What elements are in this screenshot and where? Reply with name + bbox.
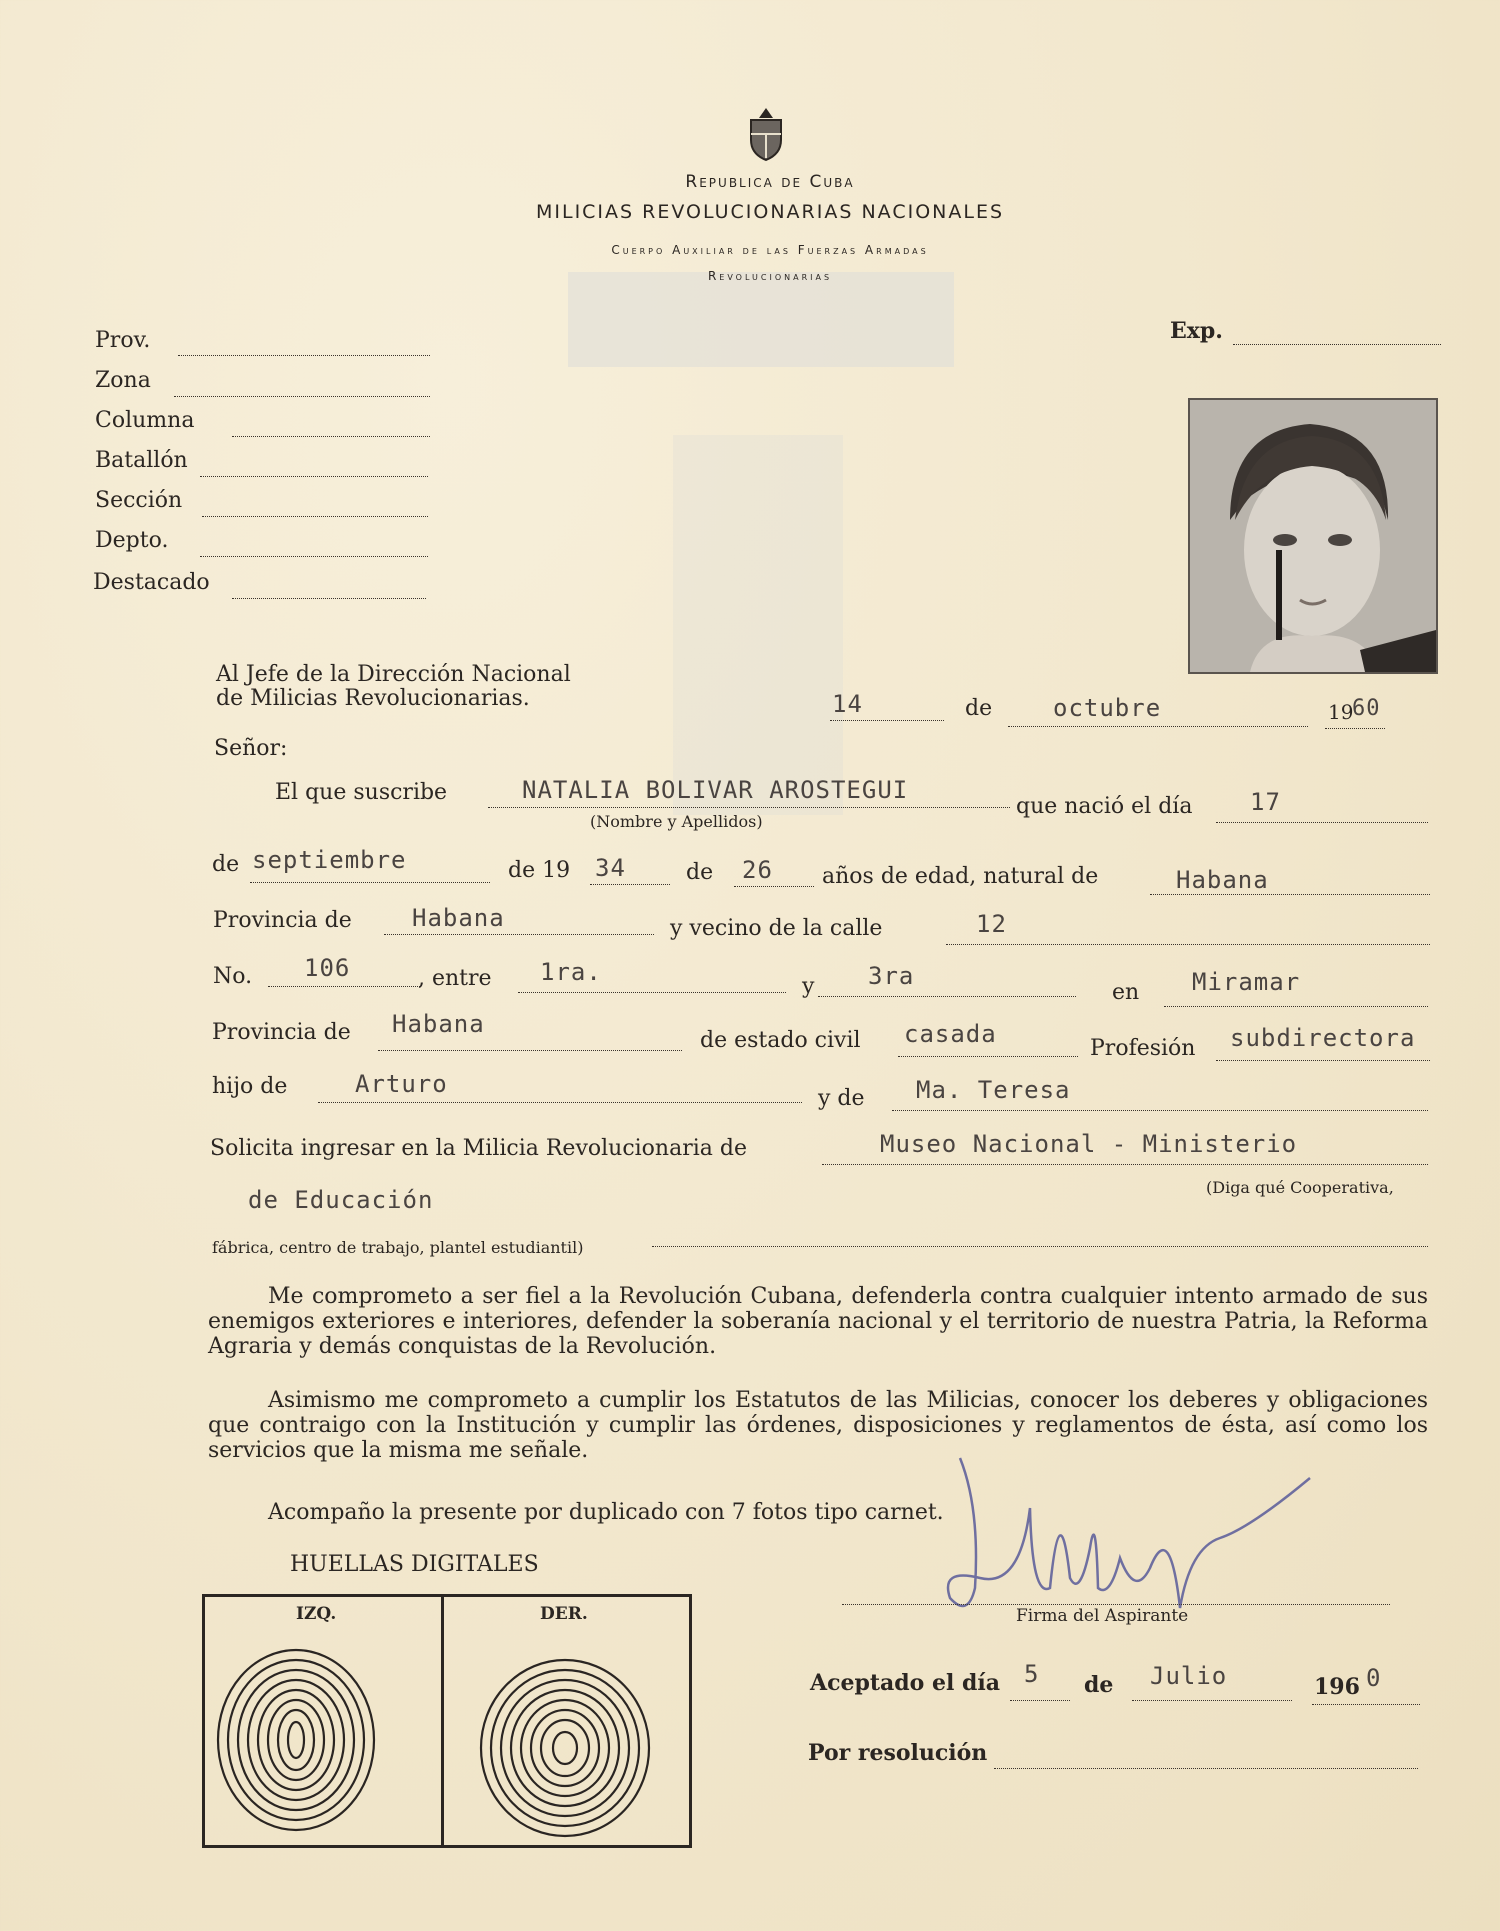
y-value: 3ra <box>868 962 915 990</box>
natural-value: Habana <box>1176 866 1269 894</box>
acceptance-month: Julio <box>1150 1662 1228 1690</box>
applicant-name-line[interactable] <box>488 807 1010 808</box>
no-value: 106 <box>304 954 351 982</box>
header-cuerpo: Cuerpo Auxiliar de las Fuerzas Armadas <box>611 243 929 257</box>
age-line[interactable] <box>734 886 814 887</box>
age-de-label: de <box>686 860 714 885</box>
field-columna-label: Columna <box>95 408 195 433</box>
padre-value: Arturo <box>355 1070 448 1098</box>
calle-label: y vecino de la calle <box>670 916 883 941</box>
provincia-label: Provincia de <box>213 908 352 933</box>
padre-line[interactable] <box>318 1102 802 1103</box>
en-label: en <box>1112 980 1140 1005</box>
field-prov-label: Prov. <box>95 328 151 353</box>
exp-line[interactable] <box>1233 344 1441 345</box>
profesion-value: subdirectora <box>1230 1024 1416 1052</box>
madre-line[interactable] <box>892 1110 1428 1111</box>
field-depto-line[interactable] <box>200 556 428 557</box>
coat-of-arms-seal <box>743 106 789 162</box>
pledge-paragraph-2: Asimismo me comprometo a cumplir los Estatutos de las Milicias, conocer los deberes y obligaciones que contraigo con la Institución y cumplir las órdenes, disposiciones y reglamentos de ésta, así como los servicios que la misma me señale. <box>208 1388 1428 1463</box>
birth-day-line[interactable] <box>1216 822 1428 823</box>
field-zona-label: Zona <box>95 368 151 393</box>
field-depto-label: Depto. <box>95 528 169 553</box>
field-batallon-line[interactable] <box>200 476 428 477</box>
pledge-paragraph-3: Acompaño la presente por duplicado con 7 fotos tipo carnet. <box>268 1500 944 1525</box>
yde-label: y de <box>818 1086 865 1111</box>
applicant-signature <box>920 1448 1320 1628</box>
civil-value: casada <box>904 1020 997 1048</box>
calle-value: 12 <box>976 910 1007 938</box>
acceptance-year-line[interactable] <box>1312 1704 1420 1705</box>
signature-caption: Firma del Aspirante <box>1016 1606 1189 1626</box>
name-caption: (Nombre y Apellidos) <box>590 812 763 831</box>
natural-label: años de edad, natural de <box>822 864 1099 889</box>
birth-day: 17 <box>1250 788 1281 816</box>
entre-line[interactable] <box>518 992 786 993</box>
acceptance-year-suffix: 0 <box>1366 1664 1382 1692</box>
acceptance-day: 5 <box>1024 1660 1040 1688</box>
birth-month: septiembre <box>252 846 407 874</box>
date-day-line[interactable] <box>830 720 944 721</box>
field-seccion-line[interactable] <box>202 516 428 517</box>
date-year-prefix: 19 <box>1328 700 1354 724</box>
profesion-line[interactable] <box>1216 1060 1430 1061</box>
civil-line[interactable] <box>898 1056 1078 1057</box>
fingerprint-left-label: IZQ. <box>296 1604 337 1624</box>
nacio-label: que nació el día <box>1016 794 1193 819</box>
field-zona-line[interactable] <box>174 396 430 397</box>
profesion-label: Profesión <box>1090 1036 1196 1061</box>
date-de-label: de <box>965 696 993 721</box>
fingerprint-left-image <box>208 1636 384 1836</box>
header-milicias: MILICIAS REVOLUCIONARIAS NACIONALES <box>535 201 1005 223</box>
provincia-line[interactable] <box>384 934 654 935</box>
y-line[interactable] <box>818 996 1076 997</box>
birth-year-label: de 19 <box>508 858 571 883</box>
provincia2-label: Provincia de <box>212 1020 351 1045</box>
civil-label: de estado civil <box>700 1028 861 1053</box>
birth-de-label: de <box>212 852 240 877</box>
date-month-line[interactable] <box>1008 726 1308 727</box>
madre-value: Ma. Teresa <box>916 1076 1071 1104</box>
acceptance-month-line[interactable] <box>1132 1700 1292 1701</box>
resolucion-line[interactable] <box>994 1768 1418 1769</box>
unidad-caption1: (Diga qué Cooperativa, <box>1206 1178 1394 1197</box>
resolucion-label: Por resolución <box>808 1740 988 1766</box>
unidad-caption2: fábrica, centro de trabajo, plantel estudiantil) <box>212 1238 584 1257</box>
birth-year-line[interactable] <box>590 884 670 885</box>
unidad-line1-rule[interactable] <box>822 1164 1428 1165</box>
en-line[interactable] <box>1164 1006 1428 1007</box>
no-line[interactable] <box>268 986 420 987</box>
date-month: octubre <box>1053 694 1162 722</box>
fingerprint-right-label: DER. <box>540 1604 588 1624</box>
hijo-label: hijo de <box>212 1074 288 1099</box>
acceptance-de-label: de <box>1084 1672 1114 1698</box>
field-prov-line[interactable] <box>178 355 430 356</box>
signature-line[interactable] <box>842 1604 1390 1605</box>
applicant-photo <box>1188 398 1438 674</box>
applicant-name: NATALIA BOLIVAR AROSTEGUI <box>522 776 909 804</box>
scan-shade-top <box>568 272 954 367</box>
unidad-line2-rule[interactable] <box>652 1246 1428 1247</box>
provincia-value: Habana <box>412 904 505 932</box>
addressee-line2: de Milicias Revolucionarias. <box>216 686 530 711</box>
provincia2-line[interactable] <box>378 1050 682 1051</box>
no-label: No. <box>213 964 253 989</box>
birth-month-line[interactable] <box>250 882 490 883</box>
acceptance-label: Aceptado el día <box>810 1670 1000 1696</box>
fingerprints-title: HUELLAS DIGITALES <box>290 1552 539 1577</box>
salutation: Señor: <box>214 736 288 761</box>
natural-line[interactable] <box>1150 894 1430 895</box>
fingerprint-divider <box>441 1594 444 1845</box>
calle-line[interactable] <box>946 944 1430 945</box>
field-seccion-label: Sección <box>95 488 183 513</box>
field-destacado-label: Destacado <box>93 570 210 595</box>
y-label: y <box>802 974 815 999</box>
entre-label: , entre <box>418 966 492 991</box>
field-columna-line[interactable] <box>232 436 430 437</box>
unidad-line1: Museo Nacional - Ministerio <box>880 1130 1298 1158</box>
date-year-suffix: 60 <box>1352 696 1381 721</box>
birth-year: 34 <box>595 854 626 882</box>
suscribe-label: El que suscribe <box>275 780 448 805</box>
field-batallon-label: Batallón <box>95 448 188 473</box>
scan-shade-center <box>673 435 843 815</box>
header-revolucionarias: Revolucionarias <box>707 269 833 283</box>
provincia2-value: Habana <box>392 1010 485 1038</box>
acceptance-day-line[interactable] <box>1010 1700 1070 1701</box>
en-value: Miramar <box>1192 968 1301 996</box>
acceptance-year-prefix: 196 <box>1314 1674 1360 1700</box>
field-destacado-line[interactable] <box>232 598 426 599</box>
header-republica: Republica de Cuba <box>685 172 855 192</box>
portrait-image <box>1190 400 1436 672</box>
unidad-line2: de Educación <box>248 1186 434 1214</box>
pledge-paragraph-1: Me comprometo a ser fiel a la Revolución Cubana, defenderla contra cualquier intento armado de sus enemigos exteriores e interiores, defender la soberanía nacional y el territorio de nuestra Patria, la Reforma Agraria y demás conquistas de la Revolución. <box>208 1284 1428 1359</box>
age: 26 <box>742 856 773 884</box>
entre-value: 1ra. <box>540 958 602 986</box>
date-year-line[interactable] <box>1325 728 1385 729</box>
fingerprint-right-image <box>472 1650 658 1846</box>
date-day: 14 <box>832 690 863 718</box>
solicita-label: Solicita ingresar en la Milicia Revolucionaria de <box>210 1136 747 1161</box>
addressee-line1: Al Jefe de la Dirección Nacional <box>216 662 571 687</box>
exp-label: Exp. <box>1170 318 1223 344</box>
